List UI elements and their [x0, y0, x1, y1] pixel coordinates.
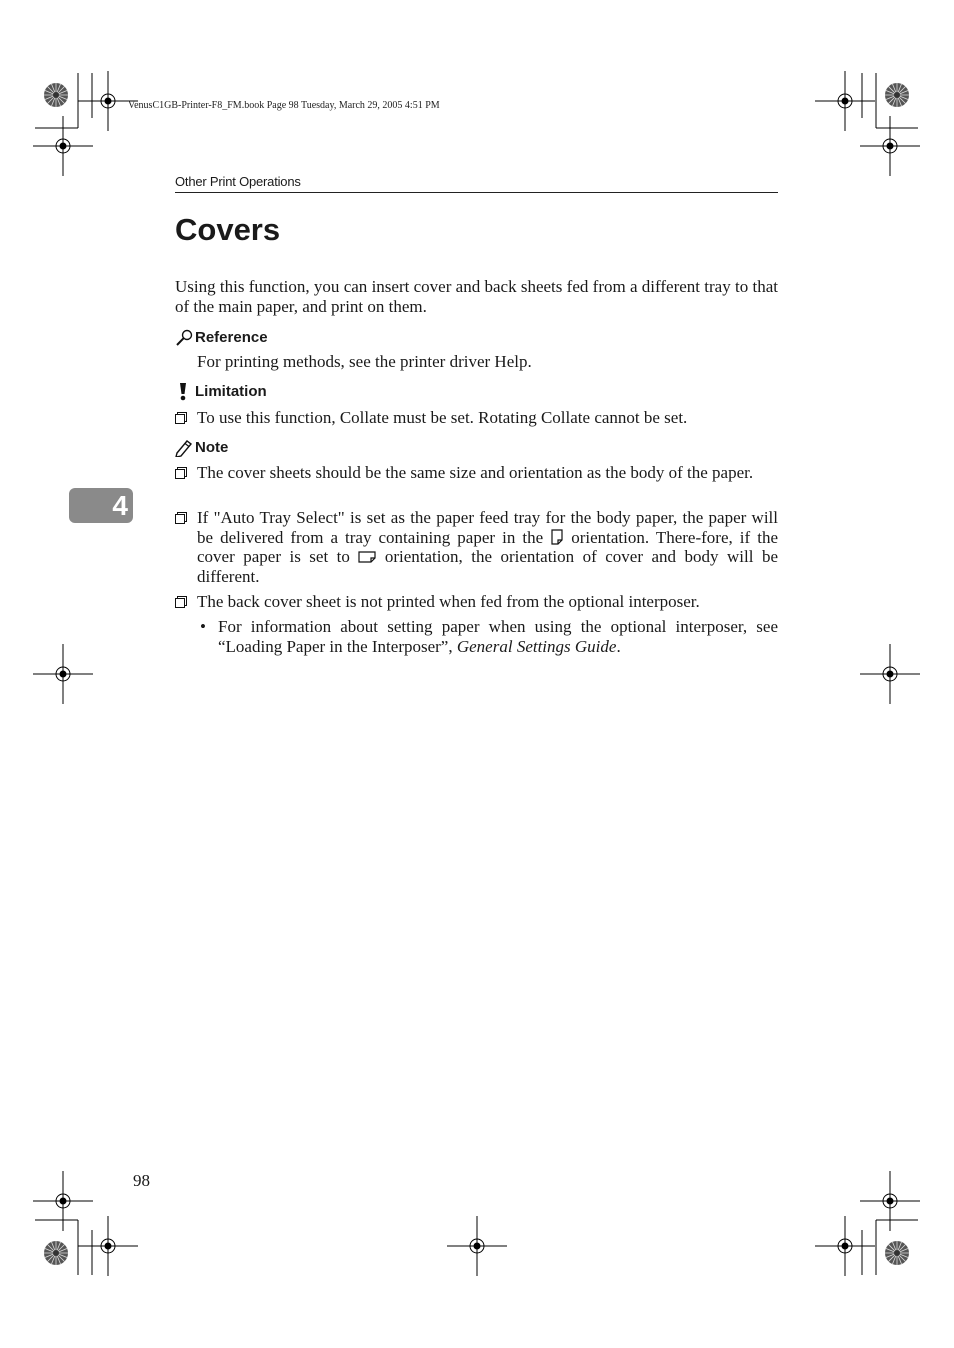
- chapter-tab: [69, 488, 133, 523]
- page-number: 98: [133, 1171, 150, 1190]
- running-header: Other Print Operations: [175, 174, 778, 193]
- note-item: [175, 592, 778, 612]
- guide-title: General Settings Guide: [456, 636, 617, 656]
- note-text-part: orientation. There-fore, if the cover paper is set to: [197, 527, 778, 566]
- note-subitem-part: For information about setting paper when using the optional interposer, see “Loading Paper in the Interposer”,: [218, 617, 778, 656]
- note-item-text: [197, 508, 778, 586]
- note-item-text: The cover sheets should be the same size and orientation as the body of the paper.: [197, 463, 754, 482]
- page-title: Covers: [175, 212, 281, 247]
- checkbox-bullet-icon: [175, 596, 187, 608]
- limitation-item-text: To use this function, Collate must be set. Rotating Collate cannot be set.: [197, 408, 688, 427]
- note-heading: [175, 439, 228, 457]
- limitation-item: [175, 408, 778, 428]
- magnifier-icon: [175, 329, 195, 347]
- note-label: Note: [195, 439, 229, 456]
- note-item-text: The back cover sheet is not printed when fed from the optional interposer.: [197, 592, 700, 611]
- note-item: [175, 508, 778, 586]
- note-text-part: orientation, the orientation of cover and body will be different.: [197, 547, 778, 586]
- exclamation-icon: [175, 383, 195, 401]
- pencil-icon: [175, 439, 195, 457]
- note-text-part: If "Auto Tray Select" is set as the paper feed tray for the body paper, the paper will be delivered from a tray containing paper in the: [197, 508, 778, 547]
- note-subitem-text: [218, 617, 778, 656]
- limitation-label: Limitation: [195, 383, 267, 400]
- checkbox-bullet-icon: [175, 412, 187, 424]
- portrait-orientation-icon: [550, 529, 564, 545]
- intro-paragraph: Using this function, you can insert cover and back sheets fed from a different tray to that of the main paper, and print on them.: [175, 277, 778, 316]
- reference-text: For printing methods, see the printer driver Help.: [197, 352, 532, 371]
- note-subitem-part: .: [616, 636, 621, 656]
- checkbox-bullet-icon: [175, 512, 187, 524]
- checkbox-bullet-icon: [175, 467, 187, 479]
- chapter-number: 4: [112, 490, 128, 521]
- bullet-dot: •: [200, 617, 206, 636]
- limitation-heading: [175, 383, 267, 401]
- landscape-orientation-icon: [358, 550, 376, 564]
- reference-heading: [175, 329, 268, 347]
- print-job-info: VenusC1GB-Printer-F8_FM.book Page 98 Tuesday, March 29, 2005 4:51 PM: [128, 100, 440, 111]
- reference-label: Reference: [195, 329, 268, 346]
- note-item: [175, 463, 778, 483]
- note-subitem: [197, 617, 778, 656]
